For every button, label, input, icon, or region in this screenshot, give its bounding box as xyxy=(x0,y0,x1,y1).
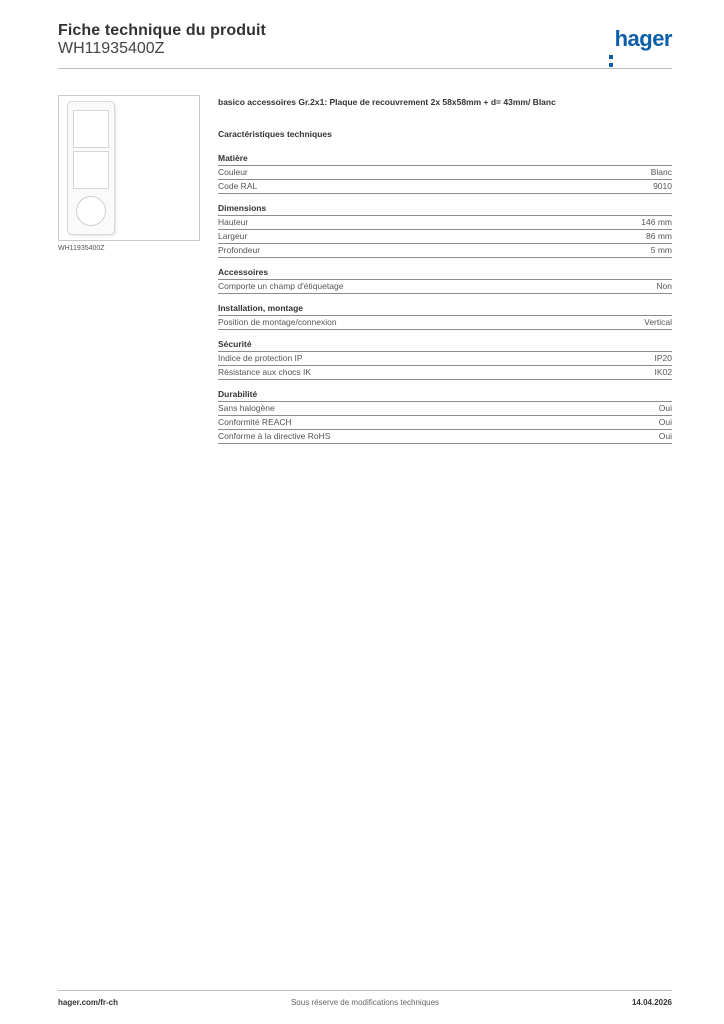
spec-row xyxy=(218,430,672,444)
spec-value: Blanc xyxy=(650,167,672,177)
spec-group xyxy=(218,389,672,444)
spec-row xyxy=(218,180,672,194)
spec-label: Conforme à la directive RoHS xyxy=(218,431,331,441)
spec-row xyxy=(218,280,672,294)
spec-group-title: Durabilité xyxy=(218,389,672,402)
spec-label: Résistance aux chocs IK xyxy=(218,367,312,377)
hager-logo xyxy=(609,26,672,52)
spec-content xyxy=(218,97,672,453)
spec-value: IP20 xyxy=(654,353,672,363)
cover-plate-illustration xyxy=(67,101,115,235)
spec-value: IK02 xyxy=(654,367,672,377)
plate-round-opening xyxy=(76,196,106,226)
spec-row xyxy=(218,216,672,230)
header-divider xyxy=(58,68,672,69)
spec-group-title: Accessoires xyxy=(218,267,672,280)
spec-group xyxy=(218,339,672,380)
footer-date: 14.04.2026 xyxy=(631,998,672,1007)
spec-value: 9010 xyxy=(653,181,672,191)
spec-row xyxy=(218,316,672,330)
spec-row xyxy=(218,230,672,244)
spec-row xyxy=(218,244,672,258)
spec-value: Vertical xyxy=(644,317,672,327)
spec-value: 5 mm xyxy=(650,245,672,255)
footer-note: Sous réserve de modifications techniques xyxy=(290,998,440,1007)
spec-label: Indice de protection IP xyxy=(218,353,303,363)
spec-groups xyxy=(218,153,672,444)
spec-group xyxy=(218,267,672,294)
spec-row xyxy=(218,352,672,366)
page-header xyxy=(58,20,672,68)
spec-group xyxy=(218,203,672,258)
logo-text: hager xyxy=(614,26,672,51)
spec-label: Hauteur xyxy=(218,217,249,227)
product-reference: WH11935400Z xyxy=(58,40,165,57)
spec-row xyxy=(218,166,672,180)
spec-group xyxy=(218,303,672,330)
section-heading: Caractéristiques techniques xyxy=(218,129,332,139)
document-title: Fiche technique du produit xyxy=(58,22,266,39)
spec-label: Sans halogène xyxy=(218,403,275,413)
spec-label: Comporte un champ d'étiquetage xyxy=(218,281,344,291)
spec-value: Oui xyxy=(658,403,672,413)
spec-value: 146 mm xyxy=(641,217,672,227)
spec-label: Largeur xyxy=(218,231,248,241)
spec-group xyxy=(218,153,672,194)
spec-label: Profondeur xyxy=(218,245,261,255)
product-description: basico accessoires Gr.2x1: Plaque de recouvrement 2x 58x58mm + d= 43mm/ Blanc xyxy=(218,97,556,107)
plate-square-opening-top xyxy=(73,110,109,148)
plate-square-opening-middle xyxy=(73,151,109,189)
spec-label: Position de montage/connexion xyxy=(218,317,337,327)
image-caption: WH11935400Z xyxy=(58,245,105,252)
spec-label: Conformité REACH xyxy=(218,417,292,427)
spec-row xyxy=(218,366,672,380)
spec-group-title: Installation, montage xyxy=(218,303,672,316)
spec-group-title: Sécurité xyxy=(218,339,672,352)
footer-website: hager.com/fr-ch xyxy=(58,998,119,1007)
product-image xyxy=(58,95,200,241)
spec-value: Oui xyxy=(658,431,672,441)
spec-row xyxy=(218,416,672,430)
spec-value: 86 mm xyxy=(646,231,672,241)
spec-value: Non xyxy=(656,281,672,291)
spec-group-title: Matière xyxy=(218,153,672,166)
spec-label: Code RAL xyxy=(218,181,258,191)
spec-group-title: Dimensions xyxy=(218,203,672,216)
footer-divider xyxy=(58,990,672,991)
spec-value: Oui xyxy=(658,417,672,427)
spec-row xyxy=(218,402,672,416)
spec-label: Couleur xyxy=(218,167,248,177)
